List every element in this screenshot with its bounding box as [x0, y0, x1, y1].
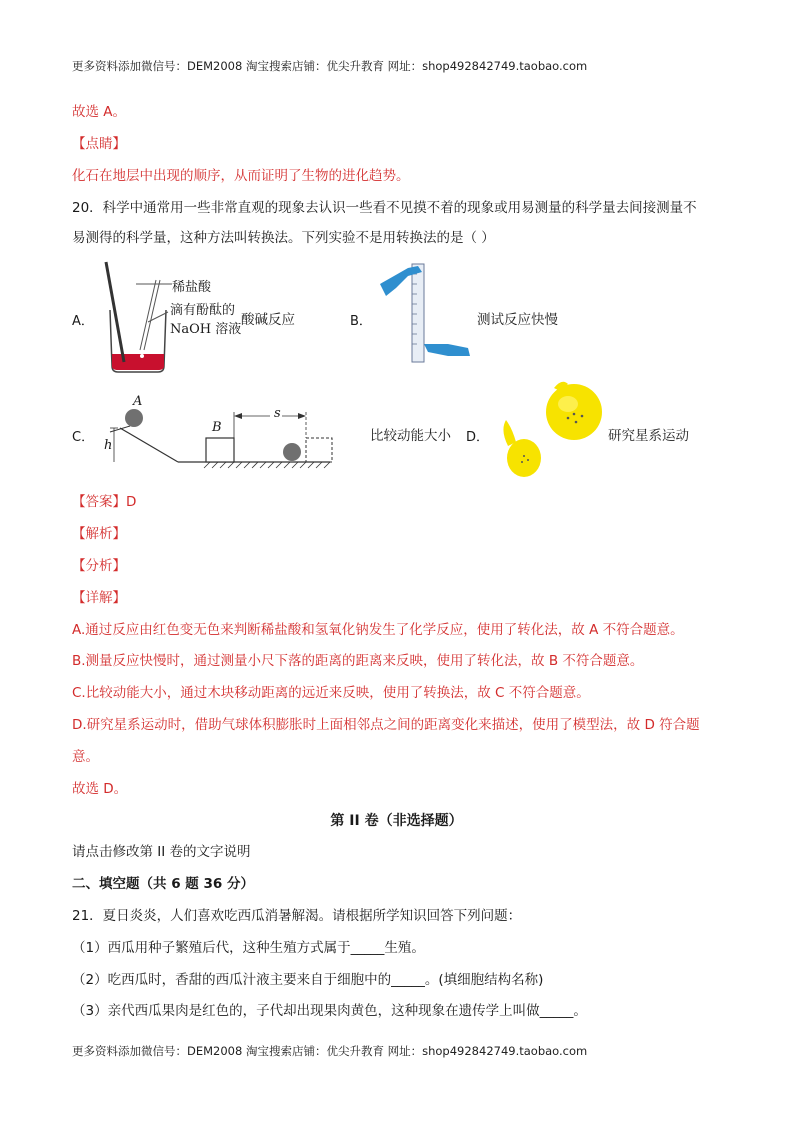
part2-note: 请点击修改第 II 卷的文字说明 — [72, 844, 251, 860]
explain-a: A.通过反应由红色变无色来判断稀盐酸和氢氧化钠发生了化学反应，使用了转化法，故 A 不符合题意。 — [72, 622, 684, 638]
option-a-caption: 酸碱反应 — [241, 312, 295, 328]
part2-title: 第 II 卷（非选择题） — [330, 813, 463, 829]
explain-d-line1: D.研究星系运动时，借助气球体积膨胀时上面相邻点之间的距离变化来描述，使用了模型法，故 D 符合题 — [72, 717, 700, 733]
dianjing-text: 化石在地层中出现的顺序，从而证明了生物的进化趋势。 — [72, 168, 410, 184]
q21-sub2: （2）吃西瓜时，香甜的西瓜汁液主要来自于细胞中的_____。(填细胞结构名称) — [72, 972, 544, 988]
q20-stem-line2: 易测得的科学量，这种方法叫转换法。下列实验不是用转换法的是（ ） — [72, 230, 495, 246]
q20-stem-line1: 20．科学中通常用一些非常直观的现象去认识一些看不见摸不着的现象或用易测量的科学量去间接测量不 — [72, 200, 697, 216]
label-s: s — [274, 406, 281, 421]
option-a-acid-label: 稀盐酸 — [172, 280, 212, 295]
option-d-label: D． — [466, 430, 490, 445]
final-answer: 故选 D。 — [72, 781, 128, 797]
answer: 【答案】D — [72, 494, 137, 510]
ruler-drop-illustration — [378, 262, 478, 368]
option-c-caption: 比较动能大小 — [370, 428, 451, 444]
explain-b: B.测量反应快慢时，通过测量小尺下落的距离的距离来反映，使用了转化法，故 B 不符合题意。 — [72, 653, 644, 669]
label-b: B — [212, 420, 222, 435]
q21-sub3: （3）亲代西瓜果肉是红色的，子代却出现果肉黄色，这种现象在遗传学上叫做_____。 — [72, 1003, 587, 1019]
explain-d-line2: 意。 — [72, 749, 99, 765]
option-b-label: B． — [350, 314, 372, 329]
option-c-label: C． — [72, 430, 95, 445]
xiangjie-label: 【详解】 — [72, 590, 126, 606]
page-header: 更多资料添加微信号：DEM2008 淘宝搜索店铺：优尖升教育 网址：shop492842749.taobao.com — [72, 59, 588, 73]
prev-answer: 故选 A。 — [72, 104, 127, 120]
page-footer: 更多资料添加微信号：DEM2008 淘宝搜索店铺：优尖升教育 网址：shop492842749.taobao.com — [72, 1044, 588, 1058]
section-title: 二、填空题（共 6 题 36 分） — [72, 876, 254, 892]
balloon-illustration — [496, 380, 616, 480]
explain-c: C.比较动能大小，通过木块移动距离的远近来反映，使用了转换法，故 C 不符合题意。 — [72, 685, 590, 701]
jiexi-label: 【解析】 — [72, 526, 126, 542]
beaker-illustration — [100, 262, 180, 374]
option-b-caption: 测试反应快慢 — [477, 312, 558, 328]
option-a-indicator-label: 滴有酚酞的 — [170, 303, 236, 318]
dianjing-label: 【点睛】 — [72, 136, 126, 152]
q21-stem: 21．夏日炎炎，人们喜欢吃西瓜消暑解渴。请根据所学知识回答下列问题： — [72, 908, 522, 924]
option-a-label: A． — [72, 314, 94, 329]
label-h: h — [104, 438, 113, 453]
fenxi-label: 【分析】 — [72, 558, 126, 574]
label-a: A — [133, 394, 143, 409]
q21-sub1: （1）西瓜用种子繁殖后代，这种生殖方式属于_____生殖。 — [72, 940, 425, 956]
option-a-naoh-label: NaOH 溶液 — [170, 322, 242, 337]
option-d-caption: 研究星系运动 — [608, 428, 689, 444]
